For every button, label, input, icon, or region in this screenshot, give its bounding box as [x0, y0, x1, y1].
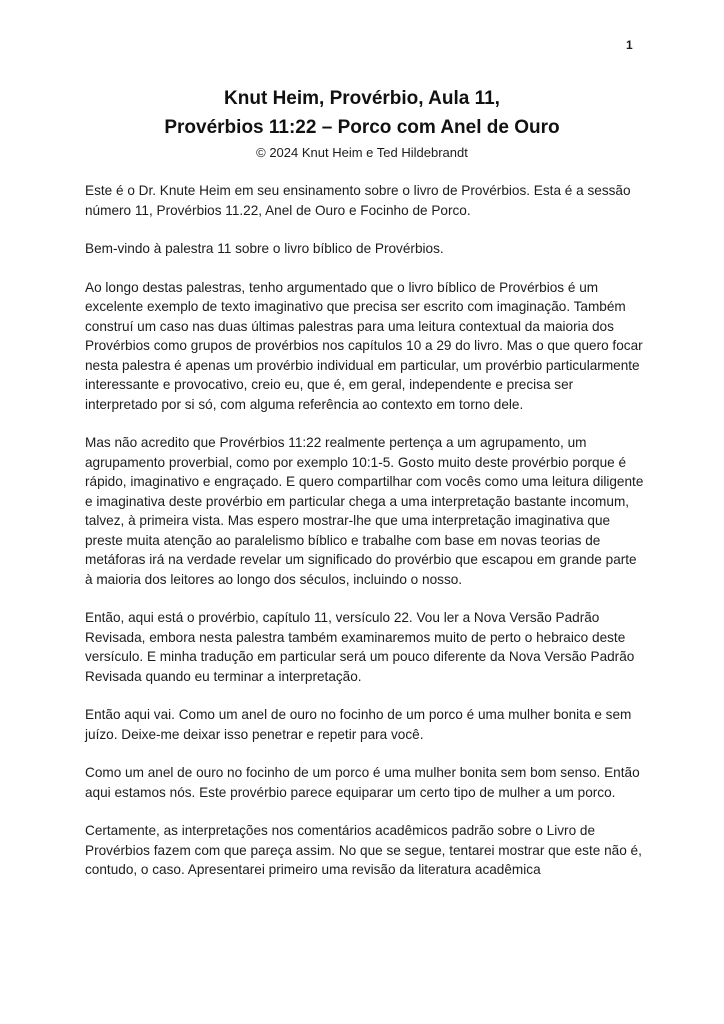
paragraph: Mas não acredito que Provérbios 11:22 realmente pertença a um agrupamento, um agrupamento proverbial, como por exemplo 10:1-5. Gosto muito deste provérbio porque é rápido, imaginativo e engraçado. E quero compartilhar com vocês como uma leitura diligente e imaginativa deste provérbio em particular chega a uma interpretação bastante incomum, talvez, à primeira vista. Mas espero mostrar-lhe que uma interpretação imaginativa que preste muita atenção ao paralelismo bíblico e trabalhe com base em novas teorias de metáforas irá na verdade revelar um significado do provérbio que escapou em grande parte à maioria dos leitores ao longo dos séculos, incluindo o nosso.: [85, 435, 644, 587]
copyright-line: © 2024 Knut Heim e Ted Hildebrandt: [256, 145, 468, 160]
paragraph: Então, aqui está o provérbio, capítulo 11, versículo 22. Vou ler a Nova Versão Padrão Revisada, embora nesta palestra também examinaremos muito de perto o hebraico deste versículo. E minha tradução em particular será um pouco diferente da Nova Versão Padrão Revisada quando eu terminar a interpretação.: [85, 610, 635, 684]
document-body: [85, 181, 645, 880]
paragraph: Este é o Dr. Knute Heim em seu ensinamento sobre o livro de Provérbios. Esta é a sessão número 11, Provérbios 11.22, Anel de Ouro e Focinho de Porco.: [85, 183, 631, 218]
paragraph: Ao longo destas palestras, tenho argumentado que o livro bíblico de Provérbios é um excelente exemplo de texto imaginativo que precisa ser escrito com imaginação. Também construí um caso nas duas últimas palestras para uma leitura contextual da maioria dos Provérbios como grupos de provérbios nos capítulos 10 a 29 do livro. Mas o que quero focar nesta palestra é apenas um provérbio individual em particular, um provérbio particularmente interessante e provocativo, creio eu, que é, em geral, independente e precisa ser interpretado por si só, com alguma referência ao contexto em torno dele.: [85, 279, 643, 412]
document-title-line-1: Knut Heim, Provérbio, Aula 11,: [224, 88, 500, 109]
document-header: [0, 0, 724, 160]
paragraph: Como um anel de ouro no focinho de um porco é uma mulher bonita sem bom senso. Então aqui estamos nós. Este provérbio parece equiparar um certo tipo de mulher a um porco.: [85, 765, 640, 800]
paragraph: Bem-vindo à palestra 11 sobre o livro bíblico de Provérbios.: [85, 241, 444, 256]
paragraph: Então aqui vai. Como um anel de ouro no focinho de um porco é uma mulher bonita e sem juízo. Deixe-me deixar isso penetrar e repetir para você.: [85, 707, 632, 742]
paragraph: Certamente, as interpretações nos comentários acadêmicos padrão sobre o Livro de Provérbios fazem com que pareça assim. No que se segue, tentarei mostrar que este não é, contudo, o caso. Apresentarei primeiro uma revisão da literatura acadêmica: [85, 823, 642, 877]
page-number: 1: [626, 38, 633, 52]
document-title-line-2: Provérbios 11:22 – Porco com Anel de Ouro: [164, 117, 560, 138]
